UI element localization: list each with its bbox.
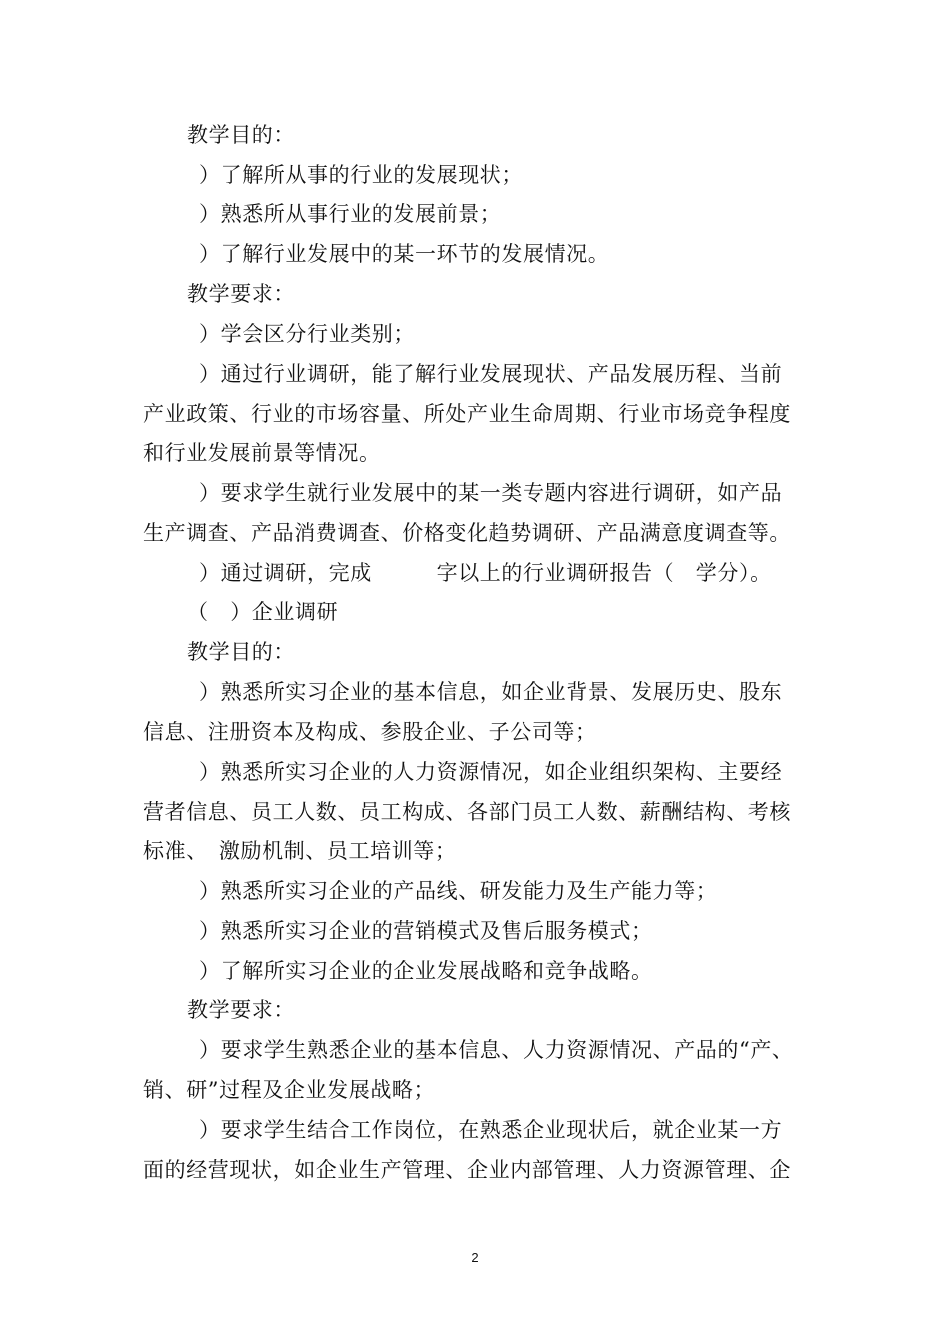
text-line: 和行业发展前景等情况。 bbox=[143, 441, 381, 465]
text-line: ）要求学生熟悉企业的基本信息、人力资源情况、产品的“产、 bbox=[199, 1038, 794, 1062]
text-line: ）要求学生结合工作岗位，在熟悉企业现状后，就企业某一方 bbox=[199, 1118, 783, 1142]
text-line: ）熟悉所从事行业的发展前景； bbox=[199, 202, 502, 226]
section-heading: （ ）企业调研 bbox=[187, 600, 339, 624]
text-line: 产业政策、行业的市场容量、所处产业生命周期、行业市场竞争程度 bbox=[143, 402, 791, 426]
text-line: ）熟悉所实习企业的人力资源情况，如企业组织架构、主要经 bbox=[199, 760, 783, 784]
text-line: ）学会区分行业类别； bbox=[199, 322, 415, 346]
text-line: 销、研”过程及企业发展战略； bbox=[143, 1078, 436, 1102]
text-line: 生产调查、产品消费调查、价格变化趋势调研、产品满意度调查等。 bbox=[143, 521, 791, 545]
text-line: ）熟悉所实习企业的基本信息，如企业背景、发展历史、股东 bbox=[199, 680, 783, 704]
text-line: 教学目的： bbox=[187, 123, 295, 147]
text-line: ）了解行业发展中的某一环节的发展情况。 bbox=[199, 242, 610, 266]
text-line: 教学要求： bbox=[187, 282, 295, 306]
text-line: ）熟悉所实习企业的产品线、研发能力及生产能力等； bbox=[199, 879, 718, 903]
page-number: 2 bbox=[471, 1250, 479, 1265]
text-line: 信息、注册资本及构成、参股企业、子公司等； bbox=[143, 720, 597, 744]
text-line: ）了解所实习企业的企业发展战略和竞争战略。 bbox=[199, 959, 653, 983]
text-line: ）了解所从事的行业的发展现状； bbox=[199, 163, 523, 187]
text-line: 营者信息、员工人数、员工构成、各部门员工人数、薪酬结构、考核 bbox=[143, 800, 791, 824]
text-line: 面的经营现状，如企业生产管理、企业内部管理、人力资源管理、企 bbox=[143, 1158, 791, 1182]
text-line: 教学目的： bbox=[187, 640, 295, 664]
text-line: ）通过调研，完成 字以上的行业调研报告（ 学分）。 bbox=[199, 561, 772, 585]
text-line: ）通过行业调研，能了解行业发展现状、产品发展历程、当前 bbox=[199, 362, 783, 386]
text-line: 标准、 激励机制、员工培训等； bbox=[143, 839, 457, 863]
text-line: ）要求学生就行业发展中的某一类专题内容进行调研，如产品 bbox=[199, 481, 783, 505]
text-line: 教学要求： bbox=[187, 998, 295, 1022]
text-line: ）熟悉所实习企业的营销模式及售后服务模式； bbox=[199, 919, 653, 943]
